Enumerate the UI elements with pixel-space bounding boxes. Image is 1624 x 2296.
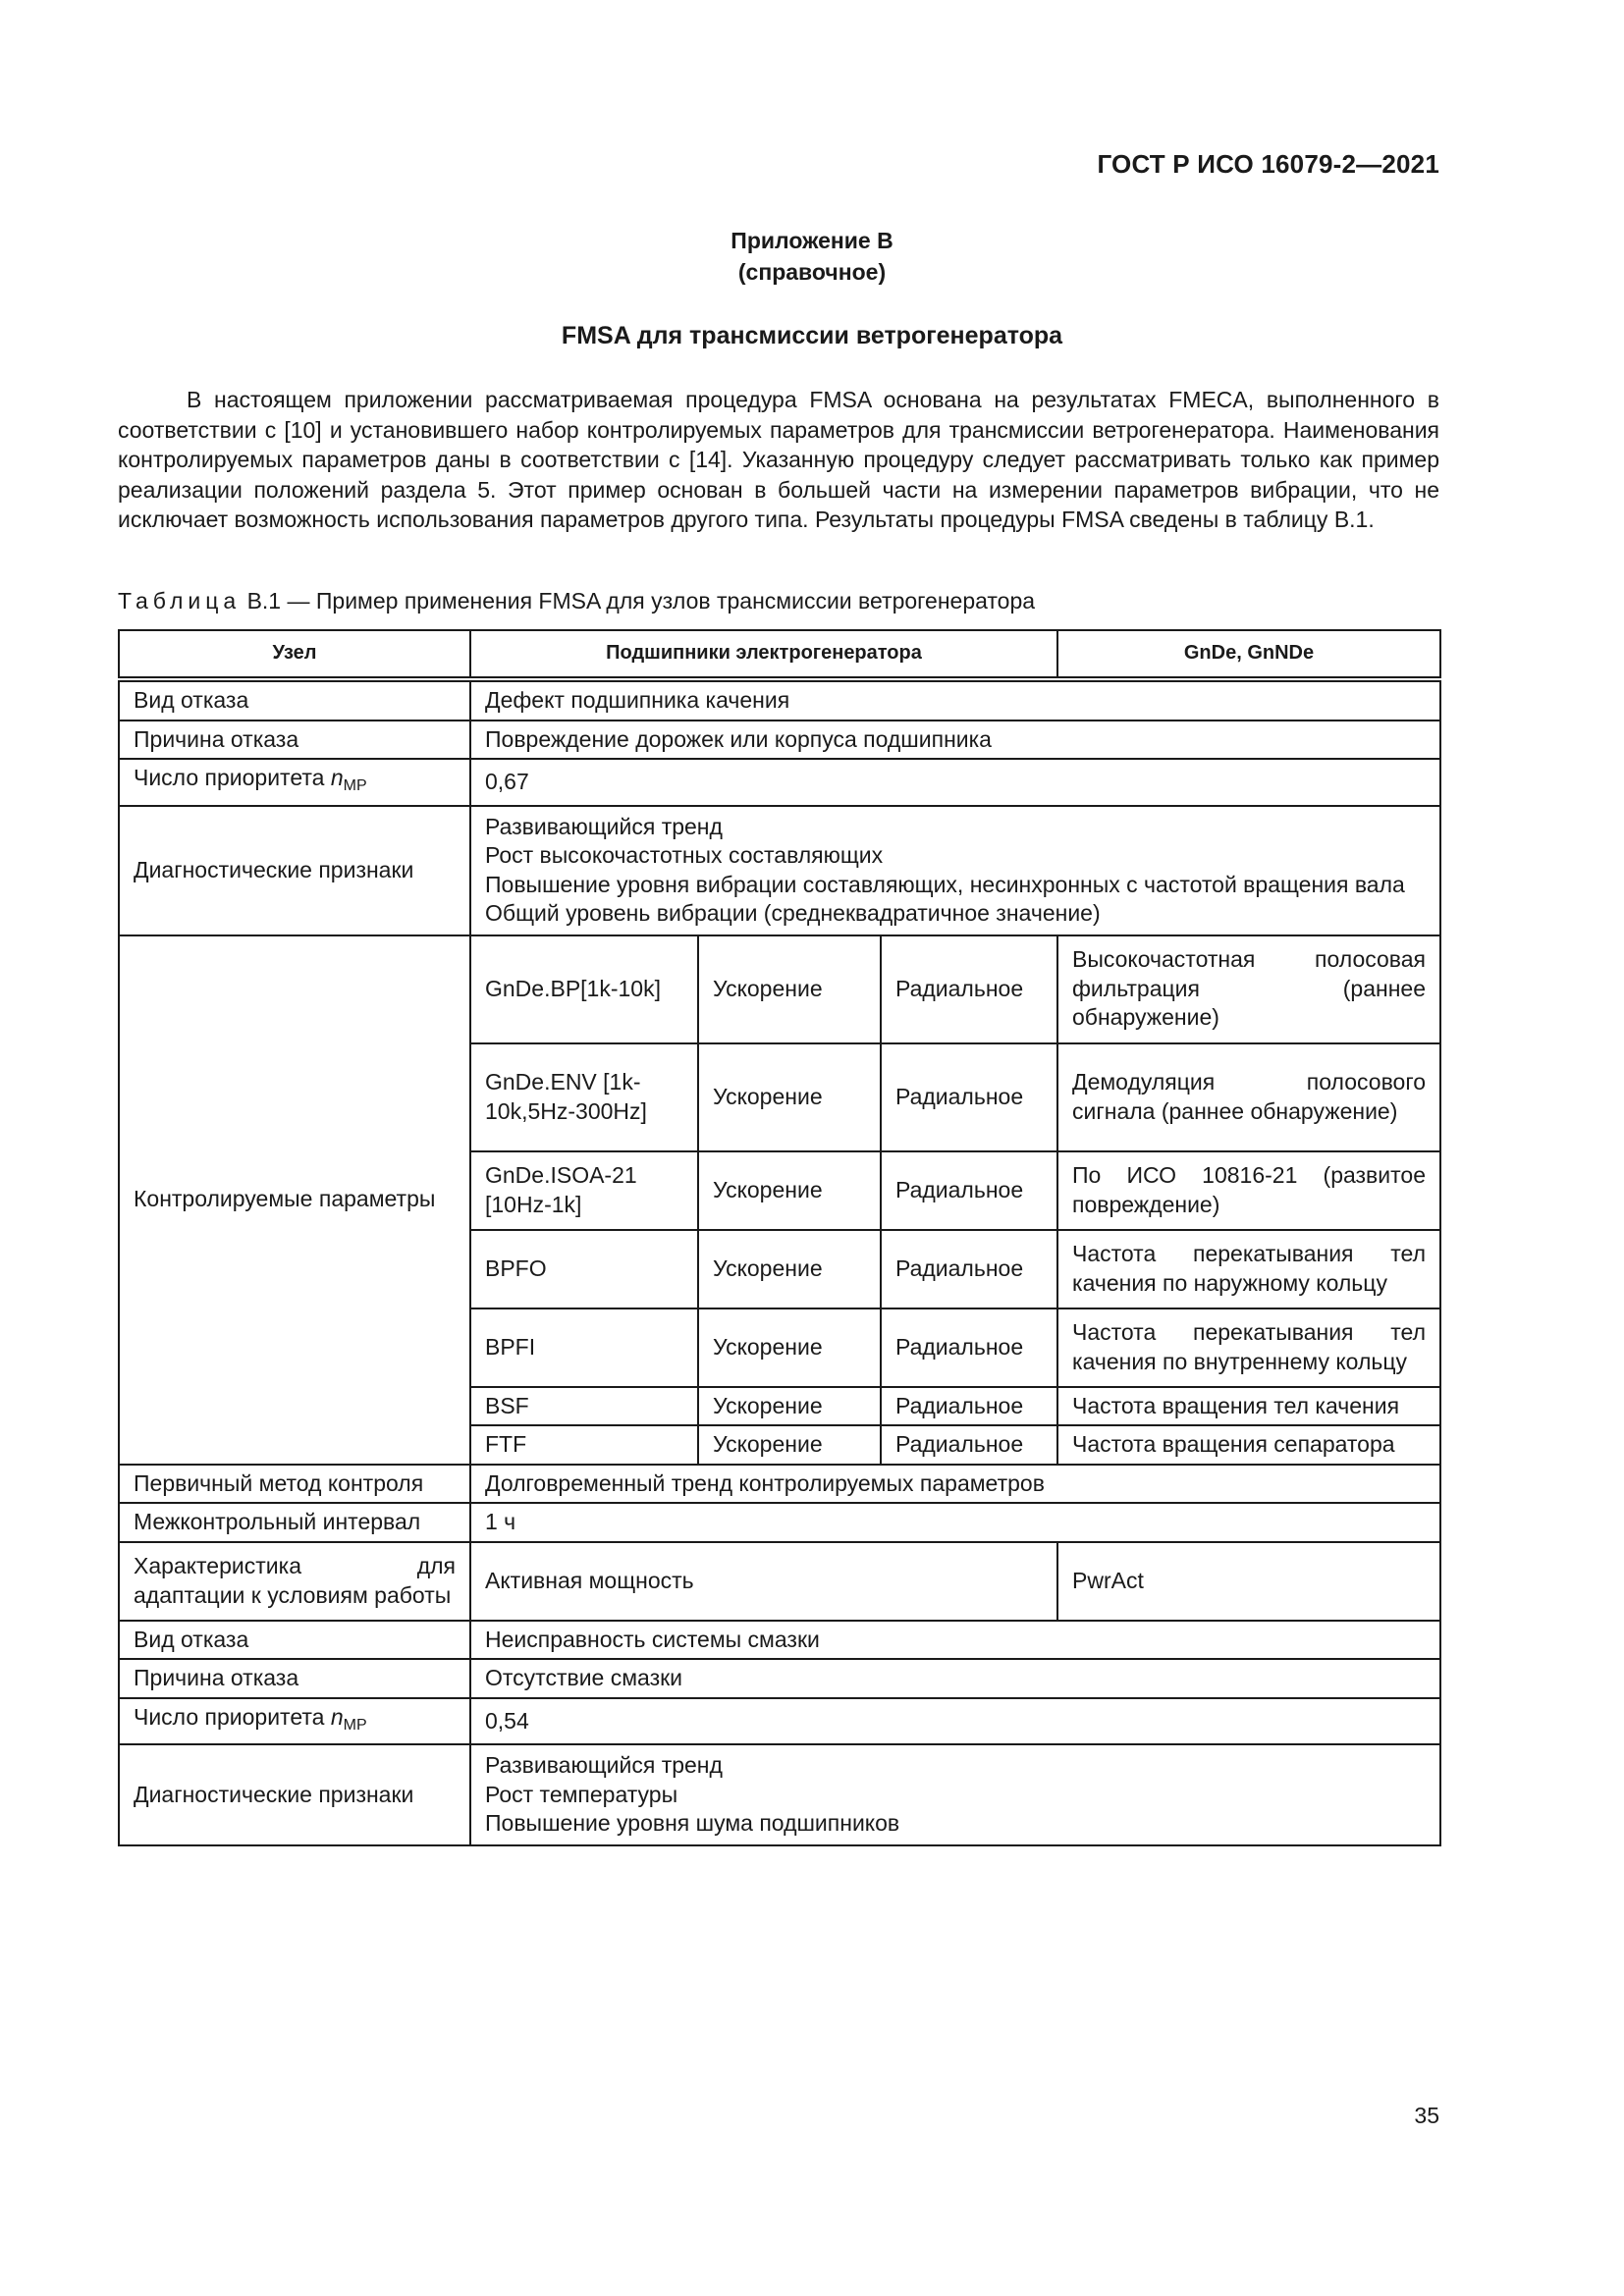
row-label: Контролируемые параметры — [119, 935, 470, 1465]
param-description: Демодуляция полосового сигнала (раннее обнаружение) — [1057, 1043, 1440, 1151]
param-direction: Радиальное — [881, 1230, 1057, 1308]
row-value: 0,54 — [470, 1698, 1440, 1745]
param-name: BPFI — [470, 1308, 698, 1387]
param-quantity: Ускорение — [698, 935, 881, 1043]
row-label: Причина отказа — [119, 1659, 470, 1698]
param-name: GnDe.BP[1k-10k] — [470, 935, 698, 1043]
document-code: ГОСТ Р ИСО 16079-2—2021 — [1097, 149, 1439, 179]
table-row — [119, 806, 1440, 935]
row-value: Активная мощность — [470, 1542, 1057, 1621]
fmsa-table — [118, 629, 1441, 1846]
param-name: GnDe.ENV [1k-10k,5Hz-300Hz] — [470, 1043, 698, 1151]
diag-sign: Повышение уровня шума подшипников — [485, 1810, 900, 1836]
param-quantity: Ускорение — [698, 1308, 881, 1387]
param-quantity: Ускорение — [698, 1151, 881, 1230]
param-direction: Радиальное — [881, 1425, 1057, 1465]
param-quantity: Ускорение — [698, 1425, 881, 1465]
row-label: Межконтрольный интервал — [119, 1503, 470, 1542]
header-code: GnDe, GnNDe — [1057, 630, 1440, 679]
diag-sign: Рост высокочастотных составляющих — [485, 842, 884, 868]
row-value: Дефект подшипника качения — [470, 679, 1440, 721]
intro-paragraph: В настоящем приложении рассматриваемая процедура FMSA основана на результатах FMECA, выполненного в соответствии с [10] и установившего набор контролируемых параметров для трансмиссии ветрогенератора. Наименования контролируемых параметров даны в соответствии с [14]. Указанную процедуру следует рассматривать только как пример реализации положений раздела 5. Этот пример основан в большей части на измерении параметров вибрации, что не исключает возможность использования параметров другого типа. Результаты процедуры FMSA сведены в таблицу В.1. — [118, 387, 1439, 533]
table-row — [119, 1503, 1440, 1542]
param-description: Высокочастотная полосовая фильтрация (раннее обнаружение) — [1057, 935, 1440, 1043]
row-label: Характеристика для адаптации к условиям работы — [119, 1542, 470, 1621]
row-label: Диагностические признаки — [119, 806, 470, 935]
section-title: FMSA для трансмиссии ветрогенератора — [561, 322, 1063, 349]
param-name: BSF — [470, 1387, 698, 1426]
param-name: BPFO — [470, 1230, 698, 1308]
diag-sign: Рост температуры — [485, 1781, 678, 1807]
param-description: Частота вращения тел качения — [1057, 1387, 1440, 1426]
header-node: Узел — [119, 630, 470, 679]
param-name: GnDe.ISOA-21 [10Hz-1k] — [470, 1151, 698, 1230]
param-direction: Радиальное — [881, 935, 1057, 1043]
param-direction: Радиальное — [881, 1043, 1057, 1151]
row-label: Вид отказа — [119, 1621, 470, 1660]
row-label: Число приоритета $n_{MP}$ — [119, 1698, 470, 1745]
diag-signs-list — [470, 1744, 1440, 1845]
row-code: PwrAct — [1057, 1542, 1440, 1621]
row-value: Повреждение дорожек или корпуса подшипника — [470, 721, 1440, 760]
param-description: По ИСО 10816-21 (развитое повреждение) — [1057, 1151, 1440, 1230]
diag-signs-list — [470, 806, 1440, 935]
table-row — [119, 1744, 1440, 1845]
row-label: Первичный метод контроля — [119, 1465, 470, 1504]
row-value: 0,67 — [470, 759, 1440, 806]
table-caption-label: Таблица — [118, 588, 242, 614]
row-label: Причина отказа — [119, 721, 470, 760]
header-component: Подшипники электрогенератора — [470, 630, 1057, 679]
table-row — [119, 1659, 1440, 1698]
diag-sign: Общий уровень вибрации (среднеквадратичное значение) — [485, 900, 1101, 926]
diag-sign: Повышение уровня вибрации составляющих, несинхронных с частотой вращения вала — [485, 871, 1405, 897]
param-description: Частота перекатывания тел качения по внутреннему кольцу — [1057, 1308, 1440, 1387]
table-row — [119, 679, 1440, 721]
diag-sign: Развивающийся тренд — [485, 813, 723, 839]
table-caption — [118, 588, 1035, 614]
row-label: Диагностические признаки — [119, 1744, 470, 1845]
page-number: 35 — [1414, 2103, 1439, 2128]
param-description: Частота перекатывания тел качения по наружному кольцу — [1057, 1230, 1440, 1308]
table-row — [119, 1621, 1440, 1660]
row-value: 1 ч — [470, 1503, 1440, 1542]
param-name: FTF — [470, 1425, 698, 1465]
table-row — [119, 1698, 1440, 1745]
table-row — [119, 759, 1440, 806]
row-value: Неисправность системы смазки — [470, 1621, 1440, 1660]
table-header-row — [119, 630, 1440, 679]
param-direction: Радиальное — [881, 1151, 1057, 1230]
param-quantity: Ускорение — [698, 1043, 881, 1151]
row-value: Отсутствие смазки — [470, 1659, 1440, 1698]
row-label: Число приоритета $n_{MP}$ — [119, 759, 470, 806]
table-caption-text: В.1 — Пример применения FMSA для узлов трансмиссии ветрогенератора — [246, 588, 1036, 614]
appendix-type: (справочное) — [737, 259, 887, 285]
table-row — [119, 1465, 1440, 1504]
param-direction: Радиальное — [881, 1387, 1057, 1426]
param-direction: Радиальное — [881, 1308, 1057, 1387]
row-value: Долговременный тренд контролируемых параметров — [470, 1465, 1440, 1504]
diag-sign: Развивающийся тренд — [485, 1752, 723, 1778]
param-description: Частота вращения сепаратора — [1057, 1425, 1440, 1465]
param-row — [119, 935, 1440, 1043]
table-row — [119, 721, 1440, 760]
appendix-title: Приложение В — [731, 228, 893, 253]
row-label: Вид отказа — [119, 679, 470, 721]
table-row — [119, 1542, 1440, 1621]
param-quantity: Ускорение — [698, 1387, 881, 1426]
param-quantity: Ускорение — [698, 1230, 881, 1308]
